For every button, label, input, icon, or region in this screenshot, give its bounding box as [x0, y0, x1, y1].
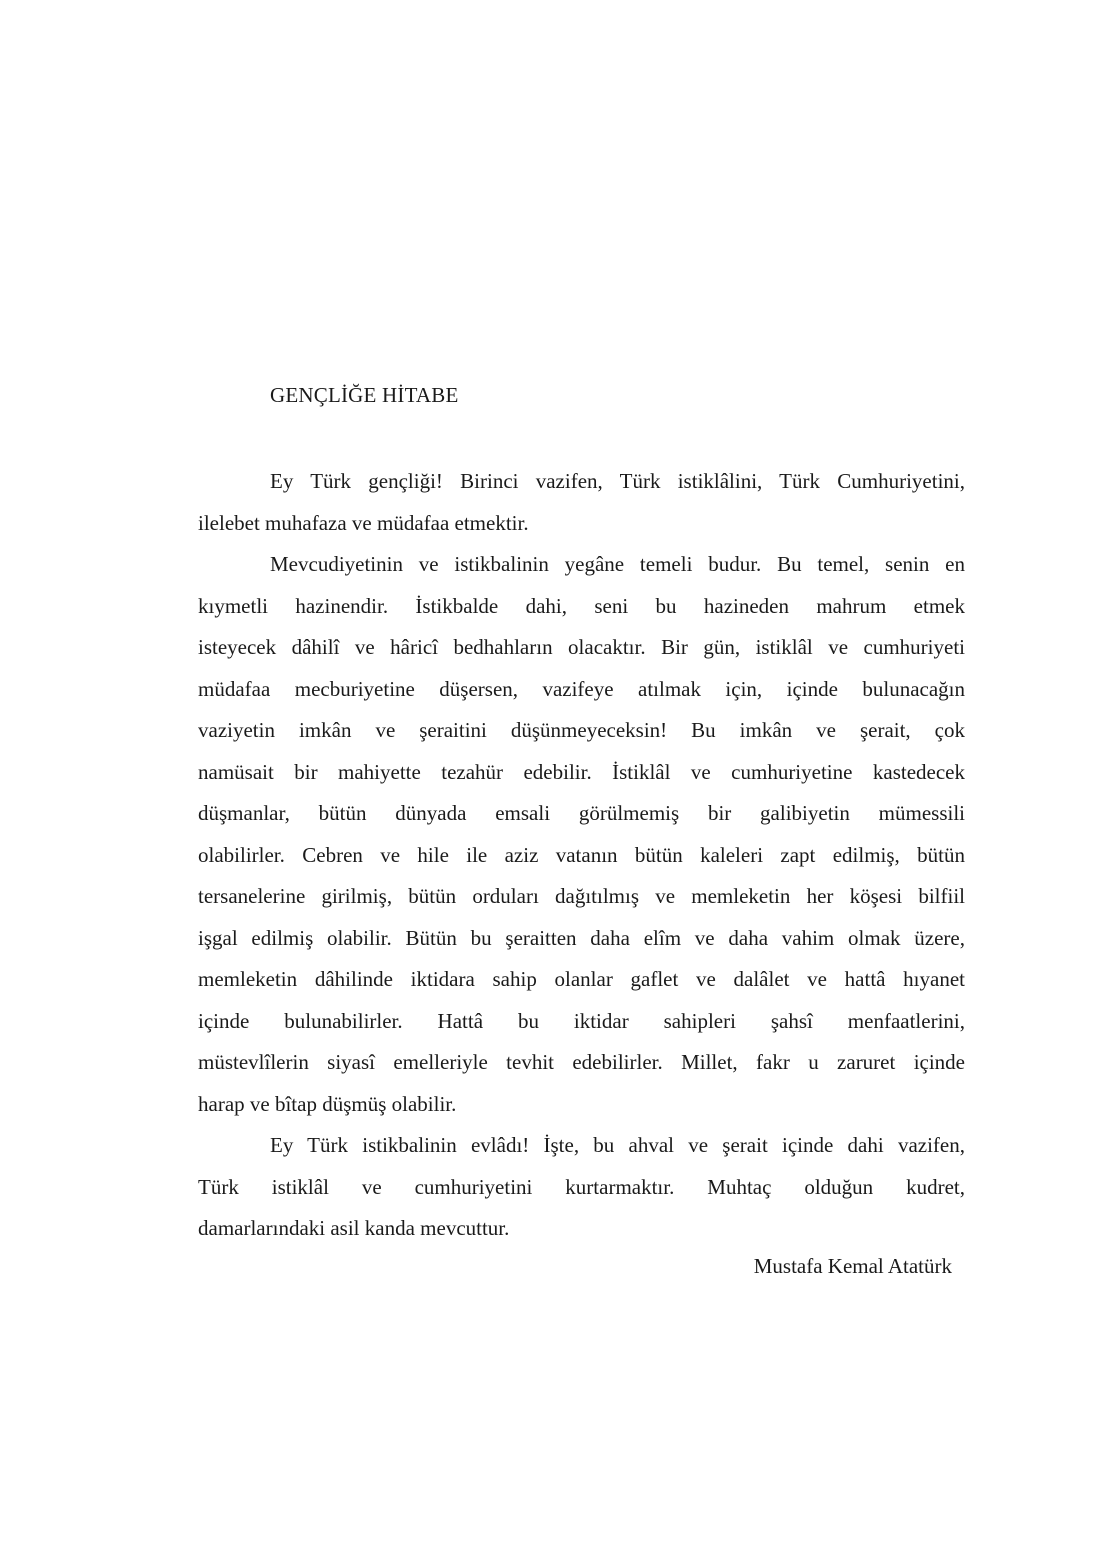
text-line: Ey Türk istikbalinin evlâdı! İşte, bu ahval ve şerait içinde dahi vazifen, — [270, 1133, 965, 1157]
text-line: müstevlîlerin siyasî emelleriyle tevhit edebilirler. Millet, fakr u zaruret içinde — [198, 1050, 965, 1074]
text-line: olabilirler. Cebren ve hile ile aziz vatanın bütün kaleleri zapt edilmiş, bütün — [198, 842, 965, 867]
text-line: ilelebet muhafaza ve müdafaa etmektir. — [198, 510, 529, 535]
paragraph — [198, 466, 965, 549]
paragraph — [198, 549, 965, 1130]
text-line: isteyecek dâhilî ve hâricî bedhahların olacaktır. Bir gün, istiklâl ve cumhuriyeti — [198, 635, 965, 659]
text-line: namüsait bir mahiyette tezahür edebilir. İstiklâl ve cumhuriyetine kastedecek — [198, 759, 965, 784]
text-line: vaziyetin imkân ve şeraitini düşünmeyeceksin! Bu imkân ve şerait, çok — [198, 718, 965, 742]
text-line: Türk istiklâl ve cumhuriyetini kurtarmaktır. Muhtaç olduğun kudret, — [198, 1174, 965, 1199]
signature: Mustafa Kemal Atatürk — [753, 1254, 952, 1278]
text-line: Ey Türk gençliği! Birinci vazifen, Türk istiklâlini, Türk Cumhuriyetini, — [270, 469, 965, 493]
text-line: harap ve bîtap düşmüş olabilir. — [198, 1091, 457, 1116]
text-line: içinde bulunabilirler. Hattâ bu iktidar sahipleri şahsî menfaatlerini, — [198, 1008, 965, 1033]
text-line: kıymetli hazinendir. İstikbalde dahi, seni bu hazineden mahrum etmek — [198, 593, 965, 618]
text-line: Mevcudiyetinin ve istikbalinin yegâne temeli budur. Bu temel, senin en — [270, 552, 965, 576]
text-line: işgal edilmiş olabilir. Bütün bu şeraitten daha elîm ve daha vahim olmak üzere, — [198, 925, 965, 950]
text-line: düşmanlar, bütün dünyada emsali görülmemiş bir galibiyetin mümessili — [198, 801, 965, 825]
text-line: tersanelerine girilmiş, bütün orduları dağıtılmış ve memleketin her köşesi bilfiil — [198, 884, 965, 908]
text-line: memleketin dâhilinde iktidara sahip olanlar gaflet ve dalâlet ve hattâ hıyanet — [198, 967, 965, 991]
paragraph — [198, 1130, 965, 1255]
document-body — [198, 466, 965, 1255]
text-line: müdafaa mecburiyetine düşersen, vazifeye atılmak için, içinde bulunacağın — [198, 676, 965, 701]
text-line: damarlarındaki asil kanda mevcuttur. — [198, 1216, 510, 1240]
document-title: GENÇLİĞE HİTABE — [270, 383, 459, 407]
